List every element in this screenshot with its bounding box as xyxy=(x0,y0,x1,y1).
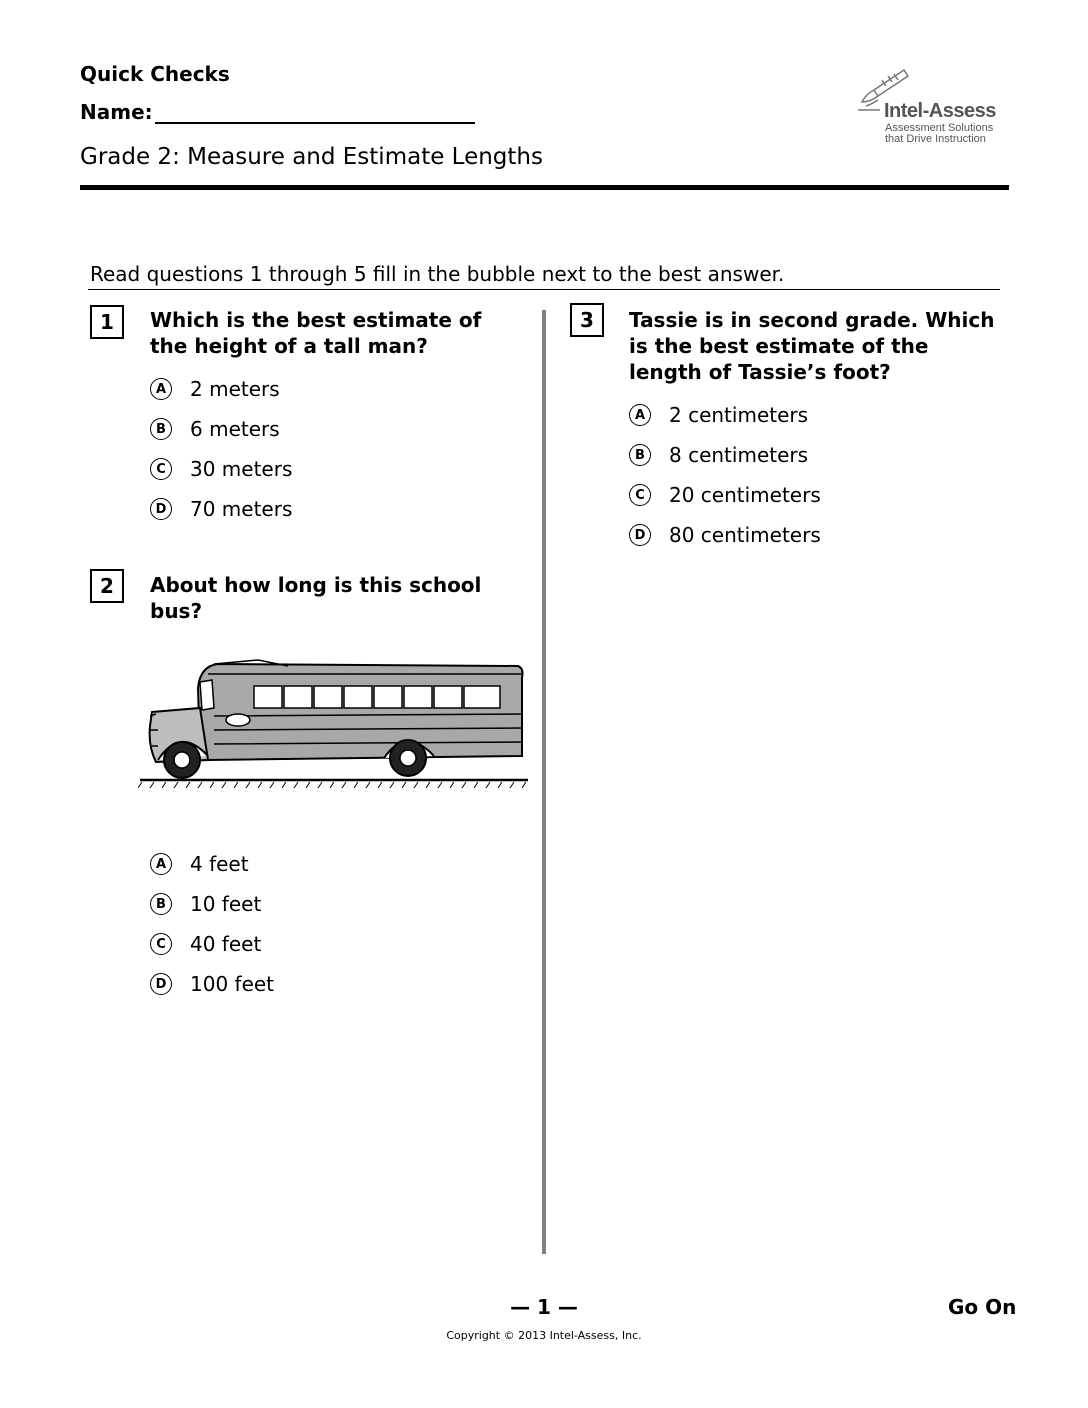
name-blank-line[interactable] xyxy=(155,104,475,124)
instructions-rule xyxy=(88,289,1000,290)
bubble-a[interactable]: A xyxy=(150,853,172,875)
question-text-3: Tassie is in second grade. Which is the best estimate of the length of Tassie’s foot? xyxy=(629,308,995,384)
bubble-c[interactable]: C xyxy=(629,484,651,506)
option-3d[interactable] xyxy=(629,523,821,547)
option-text: 10 feet xyxy=(190,892,262,916)
option-text: 100 feet xyxy=(190,972,275,996)
series-title: Quick Checks xyxy=(80,62,230,86)
school-bus-illustration xyxy=(138,656,530,796)
option-3b[interactable] xyxy=(629,443,821,467)
options-question-2 xyxy=(150,852,274,996)
options-question-3 xyxy=(629,403,821,547)
logo-tagline-line-2: that Drive Instruction xyxy=(885,133,986,145)
logo-tagline xyxy=(885,123,993,145)
bubble-d[interactable]: D xyxy=(629,524,651,546)
go-on-label: Go On xyxy=(948,1295,1017,1319)
question-number-1: 1 xyxy=(90,305,124,339)
option-text: 20 centimeters xyxy=(669,483,821,507)
option-text: 2 centimeters xyxy=(669,403,809,427)
option-1a[interactable] xyxy=(150,377,292,401)
copyright-notice: Copyright © 2013 Intel-Assess, Inc. xyxy=(446,1329,642,1342)
option-text: 80 centimeters xyxy=(669,523,821,547)
option-2d[interactable] xyxy=(150,972,274,996)
options-question-1 xyxy=(150,377,292,521)
instructions: Read questions 1 through 5 fill in the bubble next to the best answer. xyxy=(90,262,785,286)
question-text-2: About how long is this school bus? xyxy=(150,573,482,623)
question-number-2: 2 xyxy=(90,569,124,603)
option-1c[interactable] xyxy=(150,457,292,481)
name-label: Name: xyxy=(80,100,153,124)
option-text: 40 feet xyxy=(190,932,262,956)
bubble-c[interactable]: C xyxy=(150,933,172,955)
option-text: 6 meters xyxy=(190,417,280,441)
bubble-a[interactable]: A xyxy=(629,404,651,426)
option-2c[interactable] xyxy=(150,932,274,956)
option-3a[interactable] xyxy=(629,403,821,427)
document-title: Grade 2: Measure and Estimate Lengths xyxy=(80,144,543,170)
bubble-b[interactable]: B xyxy=(150,893,172,915)
option-text: 4 feet xyxy=(190,852,249,876)
bubble-d[interactable]: D xyxy=(150,498,172,520)
option-2b[interactable] xyxy=(150,892,274,916)
page-number: — 1 — xyxy=(510,1295,578,1319)
name-field-row xyxy=(80,100,475,124)
logo-tagline-line-1: Assessment Solutions xyxy=(885,122,994,134)
option-3c[interactable] xyxy=(629,483,821,507)
option-1b[interactable] xyxy=(150,417,292,441)
option-1d[interactable] xyxy=(150,497,292,521)
bubble-b[interactable]: B xyxy=(629,444,651,466)
bubble-b[interactable]: B xyxy=(150,418,172,440)
option-text: 70 meters xyxy=(190,497,293,521)
option-text: 2 meters xyxy=(190,377,280,401)
bubble-d[interactable]: D xyxy=(150,973,172,995)
option-text: 30 meters xyxy=(190,457,293,481)
bubble-a[interactable]: A xyxy=(150,378,172,400)
question-text-1: Which is the best estimate of the height of a tall man? xyxy=(150,308,482,358)
header-rule xyxy=(80,185,1009,190)
question-number-3: 3 xyxy=(570,303,604,337)
option-2a[interactable] xyxy=(150,852,274,876)
logo-wordmark: Intel-Assess xyxy=(884,100,996,122)
option-text: 8 centimeters xyxy=(669,443,809,467)
column-divider xyxy=(542,310,546,1254)
bubble-c[interactable]: C xyxy=(150,458,172,480)
